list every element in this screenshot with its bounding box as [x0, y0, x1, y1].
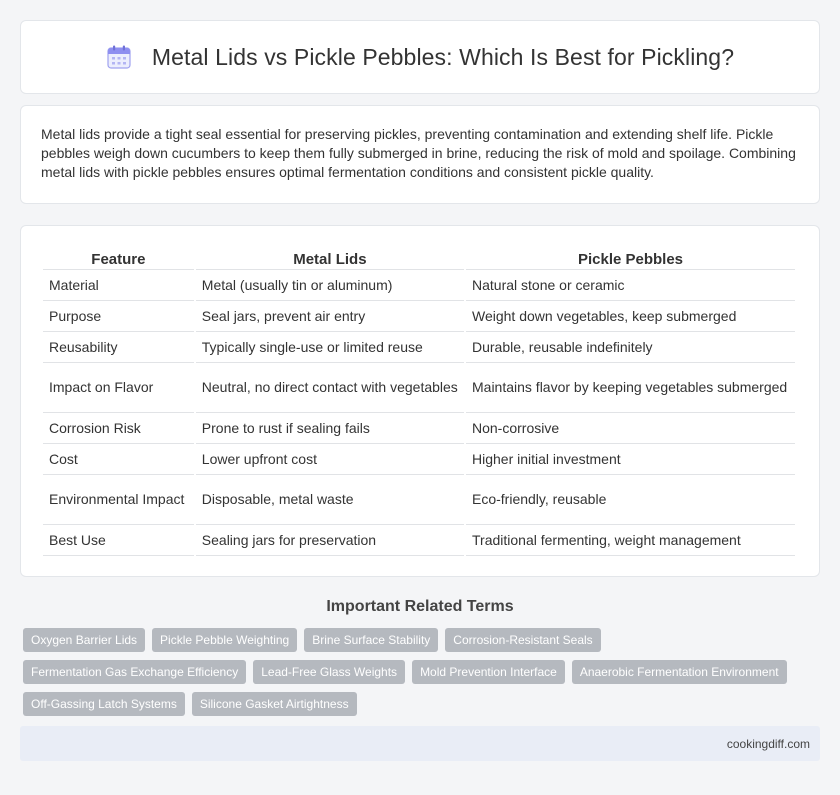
- term-tag[interactable]: Oxygen Barrier Lids: [23, 628, 145, 652]
- term-tag[interactable]: Silicone Gasket Airtightness: [192, 692, 357, 716]
- term-tag[interactable]: Pickle Pebble Weighting: [152, 628, 297, 652]
- column-header-pickle-pebbles: Pickle Pebbles: [466, 248, 795, 270]
- column-header-feature: Feature: [43, 248, 194, 270]
- footer-site-link[interactable]: cookingdiff.com: [726, 736, 810, 751]
- table-row: [43, 363, 795, 413]
- table-cell-metal-lids: Disposable, metal waste: [196, 475, 464, 525]
- table-row: [43, 332, 795, 363]
- page-title: Metal Lids vs Pickle Pebbles: Which Is Best for Pickling?: [151, 43, 735, 70]
- table-cell-pickle-pebbles: Eco-friendly, reusable: [466, 475, 795, 525]
- table-cell-pickle-pebbles: Natural stone or ceramic: [466, 270, 795, 301]
- term-tag[interactable]: Anaerobic Fermentation Environment: [572, 660, 787, 684]
- related-terms-title: Important Related Terms: [326, 598, 514, 615]
- table-cell-metal-lids: Prone to rust if sealing fails: [196, 413, 464, 444]
- calendar-icon: [106, 44, 132, 70]
- table-cell-metal-lids: Metal (usually tin or aluminum): [196, 270, 464, 301]
- table-cell-feature: Environmental Impact: [43, 475, 194, 525]
- table-cell-pickle-pebbles: Higher initial investment: [466, 444, 795, 475]
- table-cell-metal-lids: Typically single-use or limited reuse: [196, 332, 464, 363]
- footer: [20, 726, 820, 761]
- table-cell-feature: Best Use: [43, 525, 194, 556]
- table-cell-metal-lids: Seal jars, prevent air entry: [196, 301, 464, 332]
- table-cell-feature: Corrosion Risk: [43, 413, 194, 444]
- table-cell-feature: Material: [43, 270, 194, 301]
- term-tag[interactable]: Off-Gassing Latch Systems: [23, 692, 185, 716]
- term-tag[interactable]: Corrosion-Resistant Seals: [445, 628, 600, 652]
- related-terms-list: [20, 628, 820, 716]
- table-cell-feature: Impact on Flavor: [43, 363, 194, 413]
- table-cell-pickle-pebbles: Non-corrosive: [466, 413, 795, 444]
- comparison-table-card: [20, 225, 820, 577]
- term-tag[interactable]: Mold Prevention Interface: [412, 660, 565, 684]
- table-cell-metal-lids: Sealing jars for preservation: [196, 525, 464, 556]
- table-cell-metal-lids: Neutral, no direct contact with vegetables: [196, 363, 464, 413]
- header: [20, 20, 820, 94]
- table-cell-feature: Reusability: [43, 332, 194, 363]
- table-row: [43, 270, 795, 301]
- comparison-table: [41, 248, 797, 556]
- term-tag[interactable]: Lead-Free Glass Weights: [253, 660, 405, 684]
- table-row: [43, 525, 795, 556]
- table-cell-pickle-pebbles: Durable, reusable indefinitely: [466, 332, 795, 363]
- intro-text: Metal lids provide a tight seal essential for preserving pickles, preventing contamination and extending shelf life. Pickle pebbles weigh down cucumbers to keep them fully submerged in brine, reducing the risk of mold and spoilage. Combining metal lids with pickle pebbles ensures optimal fermentation conditions and consistent pickle quality.: [41, 126, 796, 180]
- term-tag[interactable]: Fermentation Gas Exchange Efficiency: [23, 660, 246, 684]
- column-header-metal-lids: Metal Lids: [196, 248, 464, 270]
- table-row: [43, 413, 795, 444]
- table-header-row: [43, 248, 795, 270]
- table-cell-metal-lids: Lower upfront cost: [196, 444, 464, 475]
- term-tag[interactable]: Brine Surface Stability: [304, 628, 438, 652]
- table-cell-pickle-pebbles: Maintains flavor by keeping vegetables submerged: [466, 363, 795, 413]
- table-cell-feature: Cost: [43, 444, 194, 475]
- table-row: [43, 301, 795, 332]
- intro-card: [20, 105, 820, 204]
- table-cell-pickle-pebbles: Weight down vegetables, keep submerged: [466, 301, 795, 332]
- table-row: [43, 475, 795, 525]
- table-cell-feature: Purpose: [43, 301, 194, 332]
- table-row: [43, 444, 795, 475]
- table-cell-pickle-pebbles: Traditional fermenting, weight management: [466, 525, 795, 556]
